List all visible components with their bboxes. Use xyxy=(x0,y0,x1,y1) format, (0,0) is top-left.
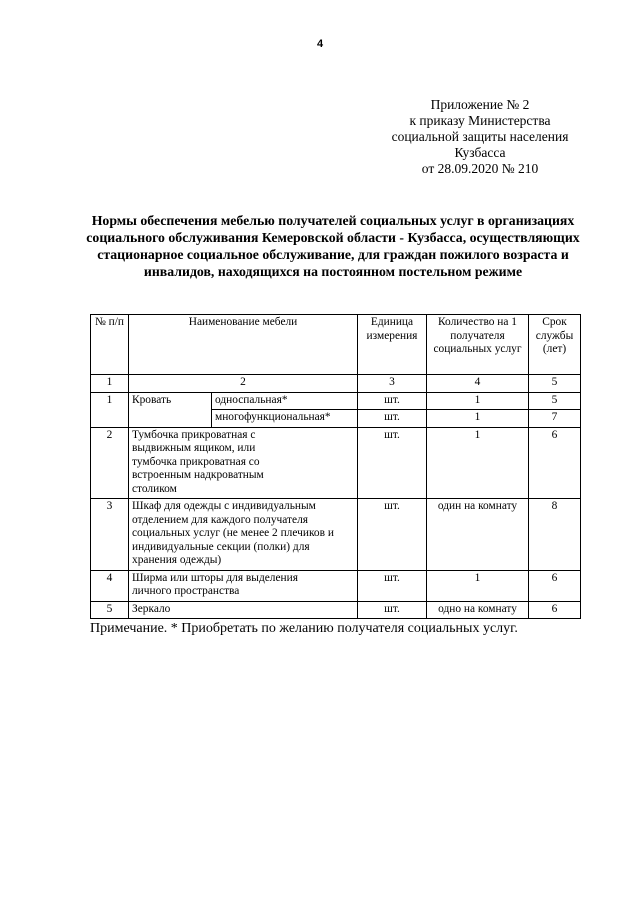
header-term: Срок службы (лет) xyxy=(529,315,581,375)
appendix-line: от 28.09.2020 № 210 xyxy=(421,161,539,176)
row-term: 6 xyxy=(529,427,581,499)
row-unit: шт. xyxy=(358,392,427,410)
row-qty: 1 xyxy=(427,392,529,410)
row-name: Шкаф для одежды с индивидуальным отделением для каждого получателя социальных услуг (не менее 2 плечиков и индивидуальные секции (полки) для хранения одежды) xyxy=(129,499,358,571)
row-qty: 1 xyxy=(427,410,529,428)
row-term: 7 xyxy=(529,410,581,428)
row-unit: шт. xyxy=(358,410,427,428)
table-header-row xyxy=(91,315,581,375)
appendix-line: Приложение № 2 xyxy=(430,97,530,112)
norms-table xyxy=(90,314,581,619)
row-num: 5 xyxy=(91,601,129,619)
index-cell: 2 xyxy=(129,375,358,393)
row-unit: шт. xyxy=(358,499,427,571)
table-index-row xyxy=(91,375,581,393)
row-unit: шт. xyxy=(358,427,427,499)
row-term: 6 xyxy=(529,601,581,619)
header-name: Наименование мебели xyxy=(129,315,358,375)
footnote: Примечание. * Приобретать по желанию получателя социальных услуг. xyxy=(90,621,518,636)
row-name: Ширма или шторы для выделения личного пространства xyxy=(129,570,358,601)
table-row xyxy=(91,570,581,601)
row-subtype: односпальная* xyxy=(212,392,358,410)
index-cell: 1 xyxy=(91,375,129,393)
page-number: 4 xyxy=(316,38,324,50)
appendix-line: социальной защиты населения xyxy=(391,129,569,144)
row-name: Кровать xyxy=(129,392,212,427)
row-name: Зеркало xyxy=(129,601,358,619)
index-cell: 3 xyxy=(358,375,427,393)
row-num: 4 xyxy=(91,570,129,601)
row-term: 5 xyxy=(529,392,581,410)
row-name: Тумбочка прикроватная с выдвижным ящиком, или тумбочка прикроватная со встроенным надкроватным столиком xyxy=(129,427,358,499)
row-qty: одно на комнату xyxy=(427,601,529,619)
document-title: Нормы обеспечения мебелью получателей социальных услуг в организациях социального обслуживания Кемеровской области - Кузбасса, осуществляющих стационарное социальное обслуживание, для граждан пожилого возраста и инвалидов, находящихся на постоянном постельном режиме xyxy=(86,213,580,279)
header-num: № п/п xyxy=(91,315,129,375)
row-num: 2 xyxy=(91,427,129,499)
index-cell: 4 xyxy=(427,375,529,393)
table-row xyxy=(91,427,581,499)
row-unit: шт. xyxy=(358,601,427,619)
index-cell: 5 xyxy=(529,375,581,393)
row-unit: шт. xyxy=(358,570,427,601)
appendix-line: к приказу Министерства xyxy=(409,113,551,128)
table-row xyxy=(91,392,581,410)
row-qty: 1 xyxy=(427,570,529,601)
appendix-header xyxy=(360,97,600,177)
row-term: 6 xyxy=(529,570,581,601)
appendix-line: Кузбасса xyxy=(454,145,506,160)
row-subtype: многофункциональная* xyxy=(212,410,358,428)
row-term: 8 xyxy=(529,499,581,571)
header-unit: Единица измерения xyxy=(358,315,427,375)
header-qty: Количество на 1 получателя социальных услуг xyxy=(427,315,529,375)
table-row xyxy=(91,499,581,571)
row-qty: 1 xyxy=(427,427,529,499)
row-qty: один на комнату xyxy=(427,499,529,571)
row-num: 1 xyxy=(91,392,129,427)
table-row xyxy=(91,601,581,619)
row-num: 3 xyxy=(91,499,129,571)
